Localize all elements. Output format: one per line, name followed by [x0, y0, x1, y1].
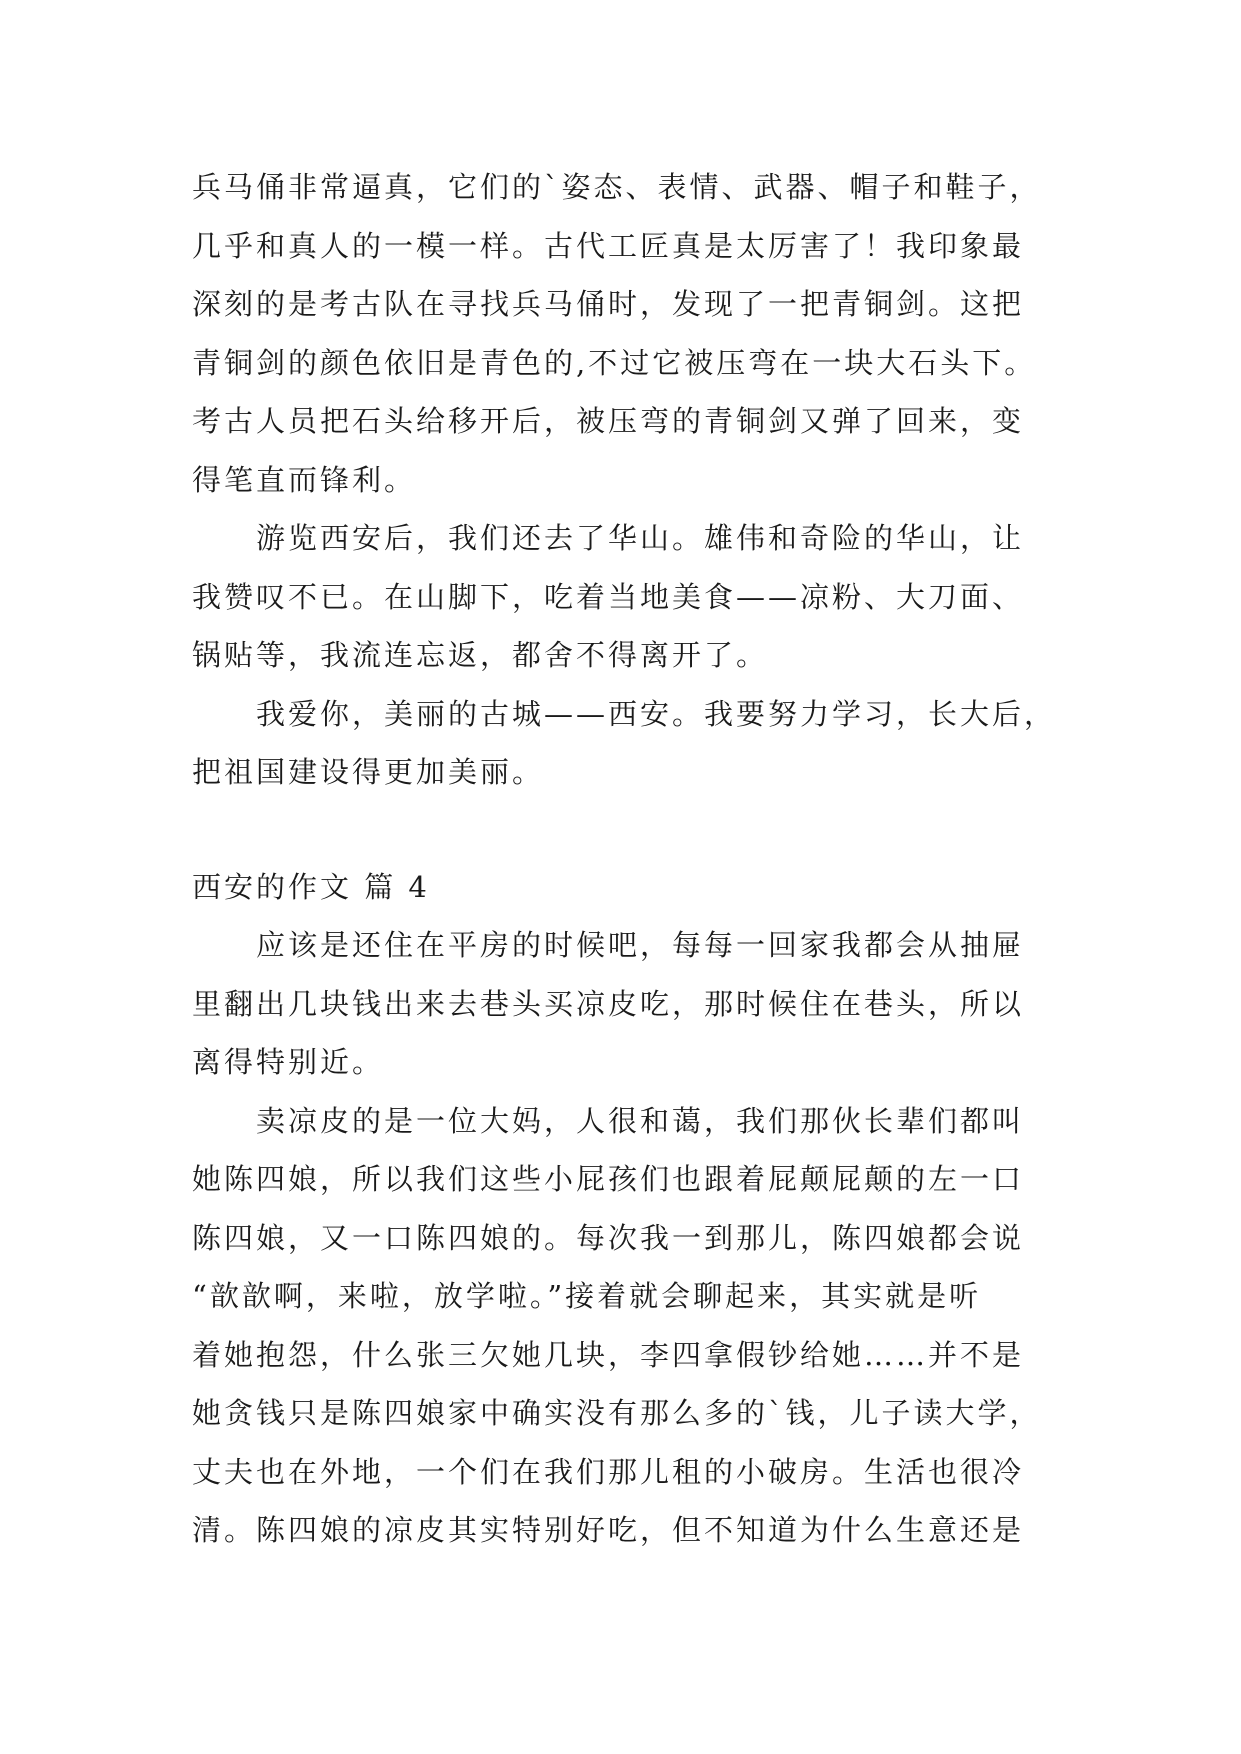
paragraph-line: 得笔直而锋利。 [192, 462, 417, 497]
paragraph-line: 应该是还住在平房的时候吧，每每一回家我都会从抽屉 [192, 928, 1025, 962]
paragraph-line: 丈夫也在外地，一个们在我们那儿租的小破房。生活也很冷 [192, 1454, 1025, 1489]
paragraph-line: 锅贴等，我流连忘返，都舍不得离开了。 [192, 638, 769, 672]
paragraph-line: 她贪钱只是陈四娘家中确实没有那么多的`钱，儿子读大学， [192, 1396, 1042, 1430]
paragraph-line: 离得特别近。 [192, 1045, 385, 1079]
paragraph-line: 我赞叹不已。在山脚下，吃着当地美食——凉粉、大刀面、 [192, 579, 1025, 614]
paragraph-line: 陈四娘，又一口陈四娘的。每次我一到那儿，陈四娘都会说 [192, 1220, 1025, 1255]
paragraph-line: 我爱你，美丽的古城——西安。我要努力学习，长大后， [192, 696, 1057, 731]
paragraph-line: 里翻出几块钱出来去巷头买凉皮吃，那时候住在巷头，所以 [192, 986, 1025, 1021]
paragraph-line: 考古人员把石头给移开后，被压弯的青铜剑又弹了回来，变 [192, 404, 1025, 438]
paragraph-line: 把祖国建设得更加美丽。 [192, 755, 545, 789]
paragraph-line: 她陈四娘，所以我们这些小屁孩们也跟着屁颠屁颠的左一口 [192, 1162, 1025, 1196]
essay-heading: 西安的作文 篇 4 [192, 870, 430, 904]
paragraph-line: 清。陈四娘的凉皮其实特别好吃，但不知道为什么生意还是 [192, 1513, 1025, 1547]
paragraph-line: 卖凉皮的是一位大妈，人很和蔼，我们那伙长辈们都叫 [192, 1103, 1025, 1138]
paragraph-line: 兵马俑非常逼真，它们的`姿态、表情、武器、帽子和鞋子， [192, 170, 1042, 204]
essay-4 [192, 858, 1052, 1560]
paragraph-line: 深刻的是考古队在寻找兵马俑时，发现了一把青铜剑。这把 [192, 287, 1025, 321]
paragraph-line: 青铜剑的颜色依旧是青色的,不过它被压弯在一块大石头下。 [192, 345, 1037, 380]
paragraph-line: 几乎和真人的一模一样。古代工匠真是太厉害了！我印象最 [192, 228, 1025, 263]
essay-3-continuation [192, 158, 1057, 802]
paragraph-line: “歆歆啊，来啦，放学啦。”接着就会聊起来，其实就是听 [192, 1279, 982, 1313]
paragraph-line: 游览西安后，我们还去了华山。雄伟和奇险的华山，让 [192, 521, 1025, 555]
paragraph-line: 着她抱怨，什么张三欠她几块，李四拿假钞给她……并不是 [192, 1337, 1025, 1372]
